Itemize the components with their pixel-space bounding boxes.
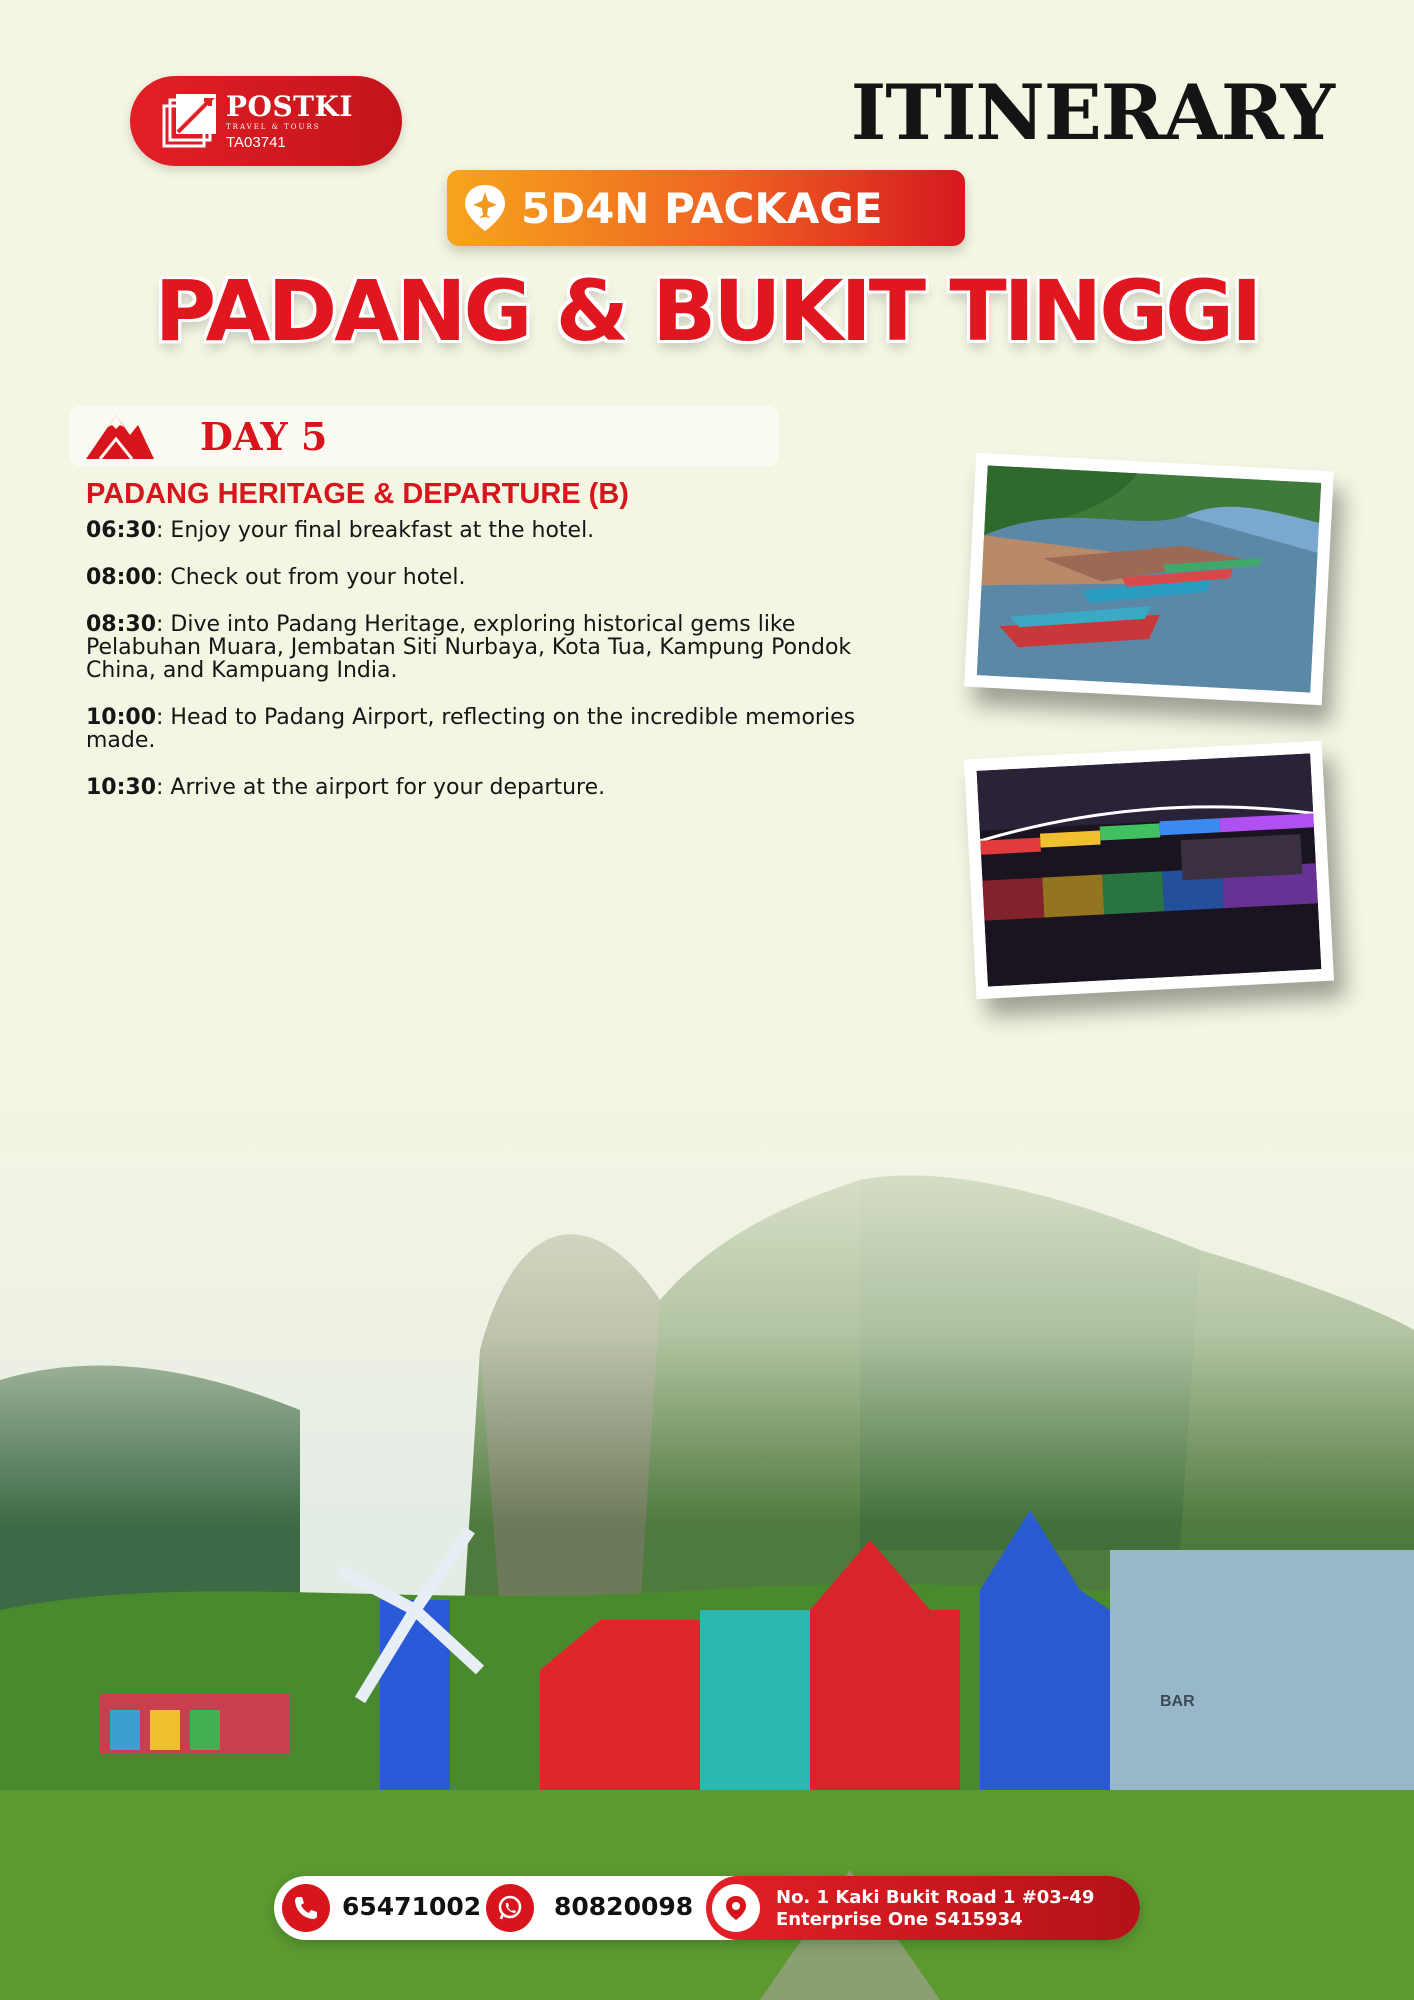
entry-time: 10:30 [86, 775, 157, 800]
itinerary-entry [86, 519, 906, 542]
itinerary-entry [86, 566, 906, 589]
entry-time: 08:00 [86, 565, 157, 590]
itinerary-content [86, 478, 906, 823]
destination-title: PADANG & BUKIT TINGGI [154, 262, 1260, 360]
day-header [70, 406, 778, 466]
itinerary-entry [86, 706, 906, 752]
logo-mark-icon [160, 92, 218, 150]
brand-logo [130, 76, 402, 166]
whatsapp-icon[interactable] [486, 1884, 534, 1932]
package-badge [447, 170, 965, 246]
brand-license: TA03741 [226, 133, 286, 151]
entry-text: : Arrive at the airport for your departure. [156, 775, 606, 800]
mountain-icon [86, 413, 154, 459]
day-label: DAY 5 [200, 413, 328, 459]
brand-name: POSTKI [226, 89, 353, 123]
section-title: PADANG HERITAGE & DEPARTURE (B) [86, 478, 629, 510]
entry-text: : Check out from your hotel. [156, 565, 466, 590]
whatsapp-number[interactable]: 80820098 [554, 1892, 694, 1921]
phone-number[interactable]: 65471002 [342, 1892, 482, 1921]
brand-tagline: TRAVEL & TOURS [226, 122, 321, 131]
address-line-2: Enterprise One S415934 [776, 1909, 1023, 1930]
airplane-pin-icon [463, 183, 507, 233]
entry-time: 10:00 [86, 705, 157, 730]
harbor-photo [964, 453, 1334, 705]
entry-text: : Enjoy your final breakfast at the hotel. [156, 518, 595, 543]
entry-text: : Dive into Padang Heritage, exploring historical gems like Pelabuhan Muara, Jembatan Siti Nurbaya, Kota Tua, Kampung Pondok China, and Kampuang India. [86, 612, 852, 683]
entry-text: : Head to Padang Airport, reflecting on the incredible memories made. [86, 705, 856, 753]
location-pin-icon [712, 1884, 760, 1932]
contact-footer [274, 1876, 1140, 1940]
phone-icon[interactable] [282, 1884, 330, 1932]
package-label: 5D4N PACKAGE [521, 183, 883, 233]
entry-time: 06:30 [86, 518, 157, 543]
itinerary-entry [86, 613, 906, 682]
address-block [706, 1876, 1140, 1940]
address-line-1: No. 1 Kaki Bukit Road 1 #03-49 [776, 1887, 1095, 1908]
itinerary-entry [86, 776, 906, 799]
entry-time: 08:30 [86, 612, 157, 637]
scenic-background [0, 1050, 1414, 2000]
page-title: ITINERARY [850, 68, 1334, 157]
bridge-night-photo [964, 741, 1334, 999]
